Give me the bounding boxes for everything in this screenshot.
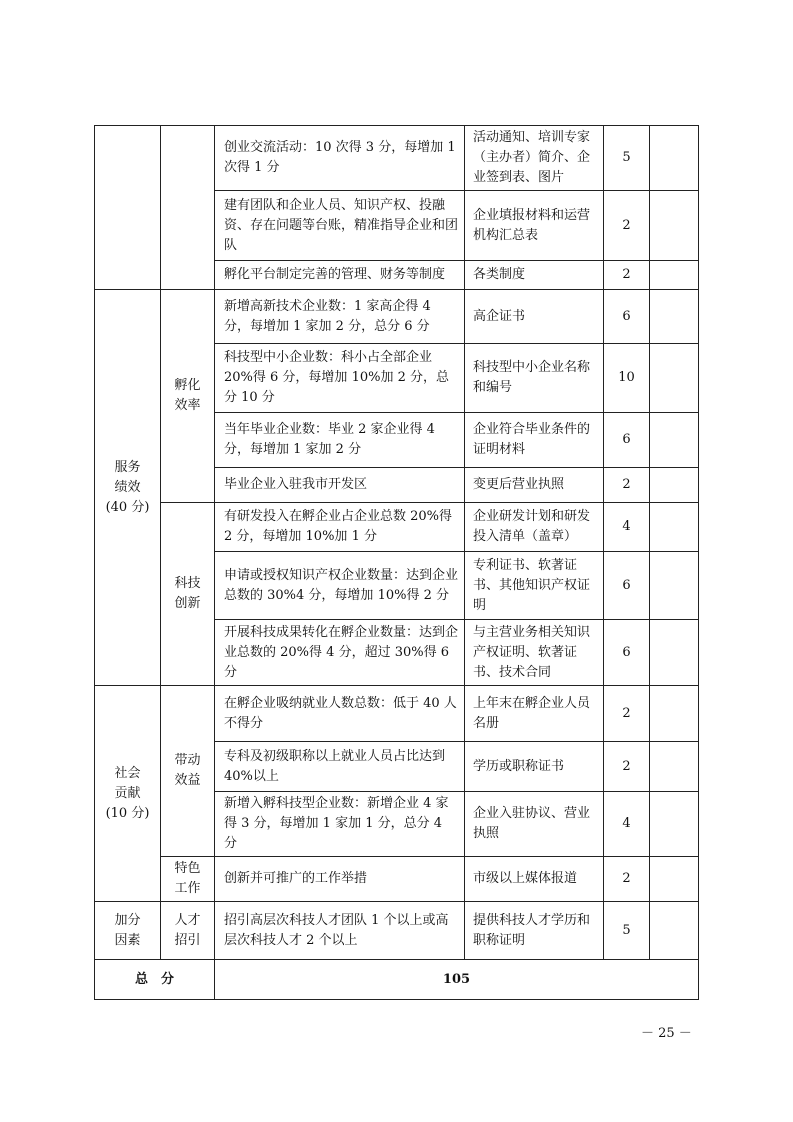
criterion-cell: 新增高新技术企业数：1 家高企得 4 分，每增加 1 家加 2 分，总分 6 分 (215, 290, 465, 344)
criterion-cell: 在孵企业吸纳就业人数总数：低于 40 人不得分 (215, 686, 465, 742)
criterion-cell: 申请或授权知识产权企业数量：达到企业总数的 30%4 分，每增加 10%得 2 分 (215, 552, 465, 620)
criterion-cell: 创业交流活动：10 次得 3 分，每增加 1 次得 1 分 (215, 126, 465, 191)
score-cell: 2 (604, 742, 650, 792)
assessment-cell (650, 742, 699, 792)
score-cell: 6 (604, 620, 650, 686)
score-cell: 6 (604, 413, 650, 468)
score-cell: 5 (604, 902, 650, 960)
assessment-cell (650, 468, 699, 503)
materials-cell: 企业符合毕业条件的证明材料 (465, 413, 604, 468)
materials-cell: 企业研发计划和研发投入清单（盖章） (465, 503, 604, 552)
score-cell: 4 (604, 503, 650, 552)
assessment-cell (650, 191, 699, 261)
page-number: － 25 － (641, 1026, 692, 1041)
score-cell: 4 (604, 792, 650, 857)
score-cell: 6 (604, 290, 650, 344)
assessment-cell (650, 261, 699, 290)
materials-cell: 科技型中小企业名称和编号 (465, 344, 604, 413)
subcategory-cell-innovation: 科技 创新 (161, 503, 215, 686)
category-cell-bonus: 加分 因素 (95, 902, 161, 960)
assessment-cell (650, 552, 699, 620)
score-cell: 10 (604, 344, 650, 413)
subcategory-cell-continued (161, 126, 215, 290)
assessment-cell (650, 792, 699, 857)
assessment-cell (650, 620, 699, 686)
criterion-cell: 毕业企业入驻我市开发区 (215, 468, 465, 503)
materials-cell: 提供科技人才学历和职称证明 (465, 902, 604, 960)
assessment-cell (650, 857, 699, 902)
score-cell: 2 (604, 191, 650, 261)
materials-cell: 上年末在孵企业人员名册 (465, 686, 604, 742)
table-row (95, 290, 699, 344)
subcategory-cell-special: 特色 工作 (161, 857, 215, 902)
table-row (95, 902, 699, 960)
table-row (95, 126, 699, 191)
assessment-cell (650, 344, 699, 413)
total-value: 105 (215, 960, 699, 1000)
materials-cell: 高企证书 (465, 290, 604, 344)
score-cell: 6 (604, 552, 650, 620)
criterion-cell: 新增入孵科技型企业数：新增企业 4 家得 3 分，每增加 1 家加 1 分，总分 4 分 (215, 792, 465, 857)
materials-cell: 企业入驻协议、营业执照 (465, 792, 604, 857)
materials-cell: 活动通知、培训专家（主办者）简介、企业签到表、图片 (465, 126, 604, 191)
table-row (95, 503, 699, 552)
assessment-cell (650, 126, 699, 191)
assessment-cell (650, 290, 699, 344)
materials-cell: 市级以上媒体报道 (465, 857, 604, 902)
score-cell: 2 (604, 857, 650, 902)
criterion-cell: 招引高层次科技人才团队 1 个以上或高层次科技人才 2 个以上 (215, 902, 465, 960)
assessment-cell (650, 413, 699, 468)
table-row (95, 686, 699, 742)
materials-cell: 专利证书、软著证书、其他知识产权证明 (465, 552, 604, 620)
assessment-cell (650, 503, 699, 552)
subcategory-cell-employment: 带动 效益 (161, 686, 215, 857)
materials-cell: 与主营业务相关知识产权证明、软著证书、技术合同 (465, 620, 604, 686)
materials-cell: 企业填报材料和运营机构汇总表 (465, 191, 604, 261)
subcategory-cell-incubation: 孵化 效率 (161, 290, 215, 503)
score-cell: 5 (604, 126, 650, 191)
assessment-cell (650, 902, 699, 960)
total-row (95, 960, 699, 1000)
criterion-cell: 建有团队和企业人员、知识产权、投融资、存在问题等台账，精准指导企业和团队 (215, 191, 465, 261)
criterion-cell: 创新并可推广的工作举措 (215, 857, 465, 902)
category-cell-continued (95, 126, 161, 290)
materials-cell: 各类制度 (465, 261, 604, 290)
score-cell: 2 (604, 468, 650, 503)
category-cell-service: 服务 绩效 (40 分) (95, 290, 161, 686)
materials-cell: 学历或职称证书 (465, 742, 604, 792)
total-label: 总 分 (95, 960, 215, 1000)
subcategory-cell-talent: 人才 招引 (161, 902, 215, 960)
criterion-cell: 有研发投入在孵企业占企业总数 20%得 2 分，每增加 10%加 1 分 (215, 503, 465, 552)
table-row (95, 857, 699, 902)
materials-cell: 变更后营业执照 (465, 468, 604, 503)
category-cell-social: 社会 贡献 (10 分) (95, 686, 161, 902)
criterion-cell: 开展科技成果转化在孵企业数量：达到企业总数的 20%得 4 分，超过 30%得 6 分 (215, 620, 465, 686)
criterion-cell: 当年毕业企业数：毕业 2 家企业得 4 分，每增加 1 家加 2 分 (215, 413, 465, 468)
criterion-cell: 孵化平台制定完善的管理、财务等制度 (215, 261, 465, 290)
criterion-cell: 专科及初级职称以上就业人员占比达到 40%以上 (215, 742, 465, 792)
score-cell: 2 (604, 261, 650, 290)
criterion-cell: 科技型中小企业数：科小占全部企业 20%得 6 分，每增加 10%加 2 分，总分 10 分 (215, 344, 465, 413)
evaluation-table (94, 125, 699, 1000)
score-cell: 2 (604, 686, 650, 742)
assessment-cell (650, 686, 699, 742)
